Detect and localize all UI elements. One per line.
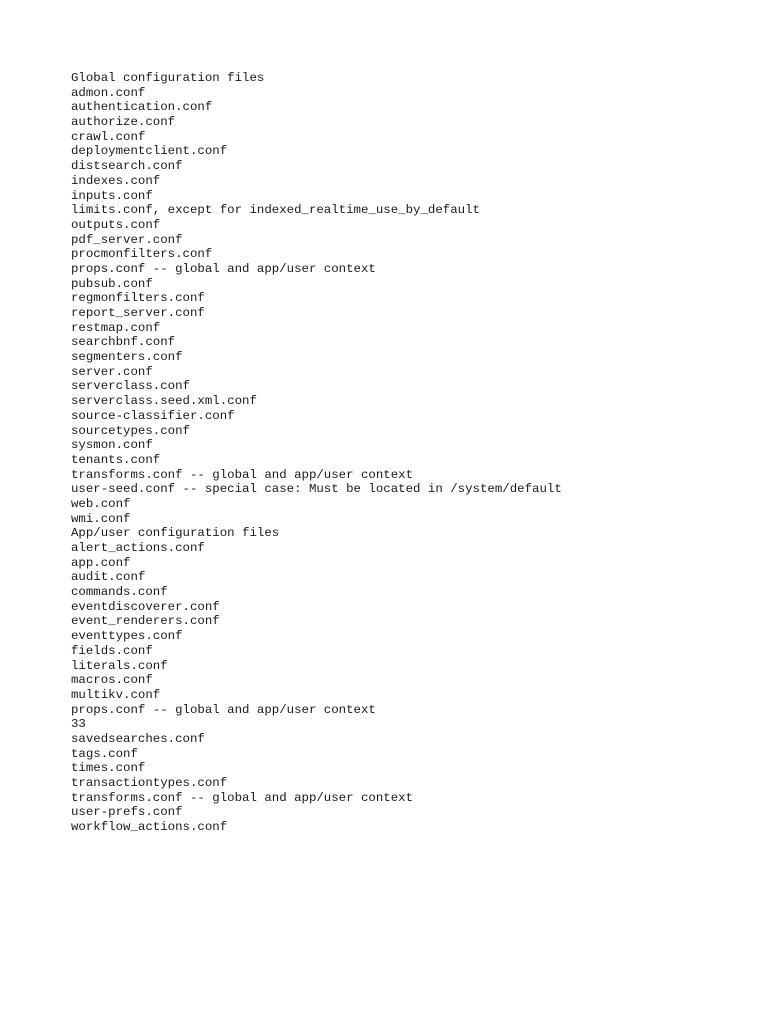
config-file-list [71,71,562,835]
config-file-item: macros.conf [71,673,153,688]
config-file-item: regmonfilters.conf [71,291,205,306]
config-file-item: commands.conf [71,585,168,600]
section-heading: App/user configuration files [71,526,280,541]
config-file-item: eventdiscoverer.conf [71,599,220,614]
config-file-item: distsearch.conf [71,159,183,174]
config-file-item: sourcetypes.conf [71,423,190,438]
config-file-item: tags.conf [71,746,138,761]
config-file-item: alert_actions.conf [71,541,205,555]
config-file-item: deploymentclient.conf [71,144,228,159]
config-file-item: outputs.conf [71,217,161,232]
config-file-item: indexes.conf [71,173,161,188]
config-file-item: admon.conf [71,85,146,100]
config-file-item: searchbnf.conf [71,335,176,350]
page-number: 33 [71,717,86,732]
config-file-item: app.conf [71,555,131,570]
config-file-item: segmenters.conf [71,350,183,365]
config-file-item: transforms.conf -- global and app/user context [71,790,414,805]
config-file-item: savedsearches.conf [71,731,205,746]
config-file-item: props.conf -- global and app/user context [71,261,376,276]
config-file-item: pdf_server.conf [71,232,183,247]
config-file-item: authentication.conf [71,100,213,115]
config-file-item: transactiontypes.conf [71,776,228,790]
config-file-item: tenants.conf [71,452,161,467]
config-file-item: event_renderers.conf [71,614,220,629]
config-file-item: eventtypes.conf [71,629,183,644]
config-file-item: props.conf -- global and app/user context [71,702,376,717]
config-file-item: authorize.conf [71,115,176,130]
config-file-item: pubsub.conf [71,276,153,291]
config-file-item: literals.conf [71,658,168,673]
config-file-item: server.conf [71,364,153,379]
config-file-item: crawl.conf [71,129,146,144]
config-file-item: multikv.conf [71,687,161,702]
config-file-item: sysmon.conf [71,438,153,453]
config-file-item: limits.conf, except for indexed_realtime_use_by_default [71,203,480,218]
config-file-item: restmap.conf [71,320,161,335]
config-file-item: report_server.conf [71,306,205,320]
config-file-item: user-prefs.conf [71,805,183,820]
config-file-item: serverclass.conf [71,379,190,394]
config-file-item: serverclass.seed.xml.conf [71,394,257,409]
config-file-item: fields.conf [71,643,153,658]
config-file-item: source-classifier.conf [71,408,235,423]
config-file-item: times.conf [71,761,146,776]
config-file-item: web.conf [71,496,131,511]
config-file-item: workflow_actions.conf [71,820,228,835]
config-file-item: audit.conf [71,570,146,585]
config-file-item: inputs.conf [71,188,153,203]
config-file-item: wmi.conf [71,511,131,526]
config-file-item: user-seed.conf -- special case: Must be located in /system/default [71,482,562,497]
config-file-item: transforms.conf -- global and app/user context [71,467,414,482]
config-file-item: procmonfilters.conf [71,247,213,262]
section-heading: Global configuration files [71,71,265,85]
